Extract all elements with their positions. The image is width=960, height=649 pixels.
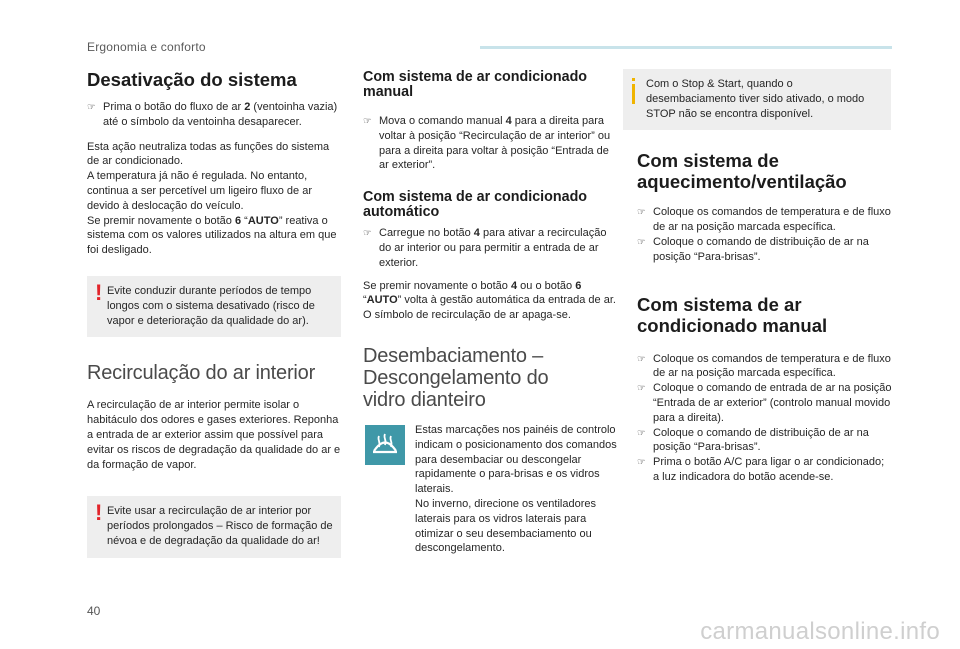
warning-box: ! Evite usar a recirculação de ar interior por períodos prolongados – Risco de formação de névoa e de degradação da qualidade do ar! xyxy=(87,496,341,557)
pointing-hand-icon: ☞ xyxy=(637,427,646,439)
paragraph: Estas marcações nos painéis de controlo indicam o posicionamento dos comandos para desembaciar ou descongelar rapidamente o para-brisas e os vidros laterais. No inverno, direcione os ventiladores laterais para os vidros laterais para otimizar o seu desembaciamento ou descongelamento. xyxy=(415,423,617,555)
list-item: ☞ Prima o botão A/C para ligar o ar condicionado; a luz indicadora do botão acende-se. xyxy=(637,456,885,483)
heading-desembaciamento: Desembaciamento – Descongelamento do vidro dianteiro xyxy=(363,344,549,411)
warning-box: ! Evite conduzir durante períodos de tempo longos com o sistema desativado (risco de vapor e deterioração da qualidade do ar). xyxy=(87,276,341,337)
list-item: ☞ Coloque os comandos de temperatura e de fluxo de ar na posição marcada específica. xyxy=(637,352,891,380)
heading-desativacao: Desativação do sistema xyxy=(87,69,297,90)
watermark: carmanualsonline.info xyxy=(700,618,940,645)
heading-recirculacao: Recirculação do ar interior xyxy=(87,362,316,385)
windscreen-defrost-icon xyxy=(365,425,405,465)
column-3 xyxy=(637,69,893,485)
list-item: ☞ Mova o comando manual 4 para a direita para voltar à posição “Recirculação de ar interior” ou para a direita para voltar à posição “Entrada de ar exterior”. xyxy=(363,115,611,172)
page-number: 40 xyxy=(87,604,101,618)
exclamation-icon: ! xyxy=(95,279,103,305)
list-item: ☞ Coloque o comando de distribuição de ar na posição “Para-brisas”. xyxy=(637,426,869,454)
pointing-hand-icon: ☞ xyxy=(87,102,96,113)
heading-aquecimento: Com sistema de aquecimento/ventilação xyxy=(637,150,847,193)
info-box: Com o Stop & Start, quando o desembaciamento tiver sido ativado, o modo STOP não se encontra disponível. xyxy=(623,69,891,130)
pointing-hand-icon: ☞ xyxy=(637,207,646,219)
pointing-hand-icon: ☞ xyxy=(637,383,646,395)
header-accent-bar xyxy=(480,46,892,49)
pointing-hand-icon: ☞ xyxy=(637,457,646,469)
pointing-hand-icon: ☞ xyxy=(637,236,646,248)
heading-automatico: Com sistema de ar condicionado automático xyxy=(363,189,588,221)
list-item: ☞ Carregue no botão 4 para ativar a recirculação do ar interior ou para permitir a entrada de ar exterior. xyxy=(363,227,607,269)
column-2 xyxy=(363,66,619,593)
list-item: ☞ Coloque o comando de entrada de ar na posição “Entrada de ar exterior” (controlo manual movido para a direita). xyxy=(637,382,892,424)
pointing-hand-icon: ☞ xyxy=(637,353,646,365)
paragraph: Esta ação neutraliza todas as funções do sistema de ar condicionado. A temperatura já não é regulada. No entanto, continua a ser percetível um ligeiro fluxo de ar devido à deslocação do veículo. Se premir novamente o botão 6 “AUTO” reativa o sistema com os valores utilizados na altura em que foi desligado. xyxy=(87,140,337,257)
paragraph: Se premir novamente o botão 4 ou o botão 6 “AUTO” volta à gestão automática da entrada de ar. O símbolo de recirculação de ar apaga-se. xyxy=(363,279,616,322)
column-1 xyxy=(87,66,341,558)
list-item: ☞ Coloque os comandos de temperatura e de fluxo de ar na posição marcada específica. xyxy=(637,206,891,234)
pointing-hand-icon: ☞ xyxy=(363,116,372,127)
list-item: ☞ Coloque o comando de distribuição de ar na posição “Para-brisas”. xyxy=(637,235,869,263)
list-item: ☞ Prima o botão do fluxo de ar 2 (ventoinha vazia) até o símbolo da ventoinha desaparecer. xyxy=(87,101,338,128)
heading-manual: Com sistema de ar condicionado manual xyxy=(363,69,588,100)
heading-ar-manual: Com sistema de ar condicionado manual xyxy=(637,293,828,336)
section-header: Ergonomia e conforto xyxy=(87,40,206,54)
paragraph: A recirculação de ar interior permite isolar o habitáculo dos odores e gases exteriores. Reponha a entrada de ar exterior assim que possível para evitar os riscos de degradação da qualidade do ar e da formação de vapor. xyxy=(87,399,341,471)
pointing-hand-icon: ☞ xyxy=(363,228,372,240)
exclamation-icon: ! xyxy=(95,500,103,526)
info-icon xyxy=(632,78,635,104)
